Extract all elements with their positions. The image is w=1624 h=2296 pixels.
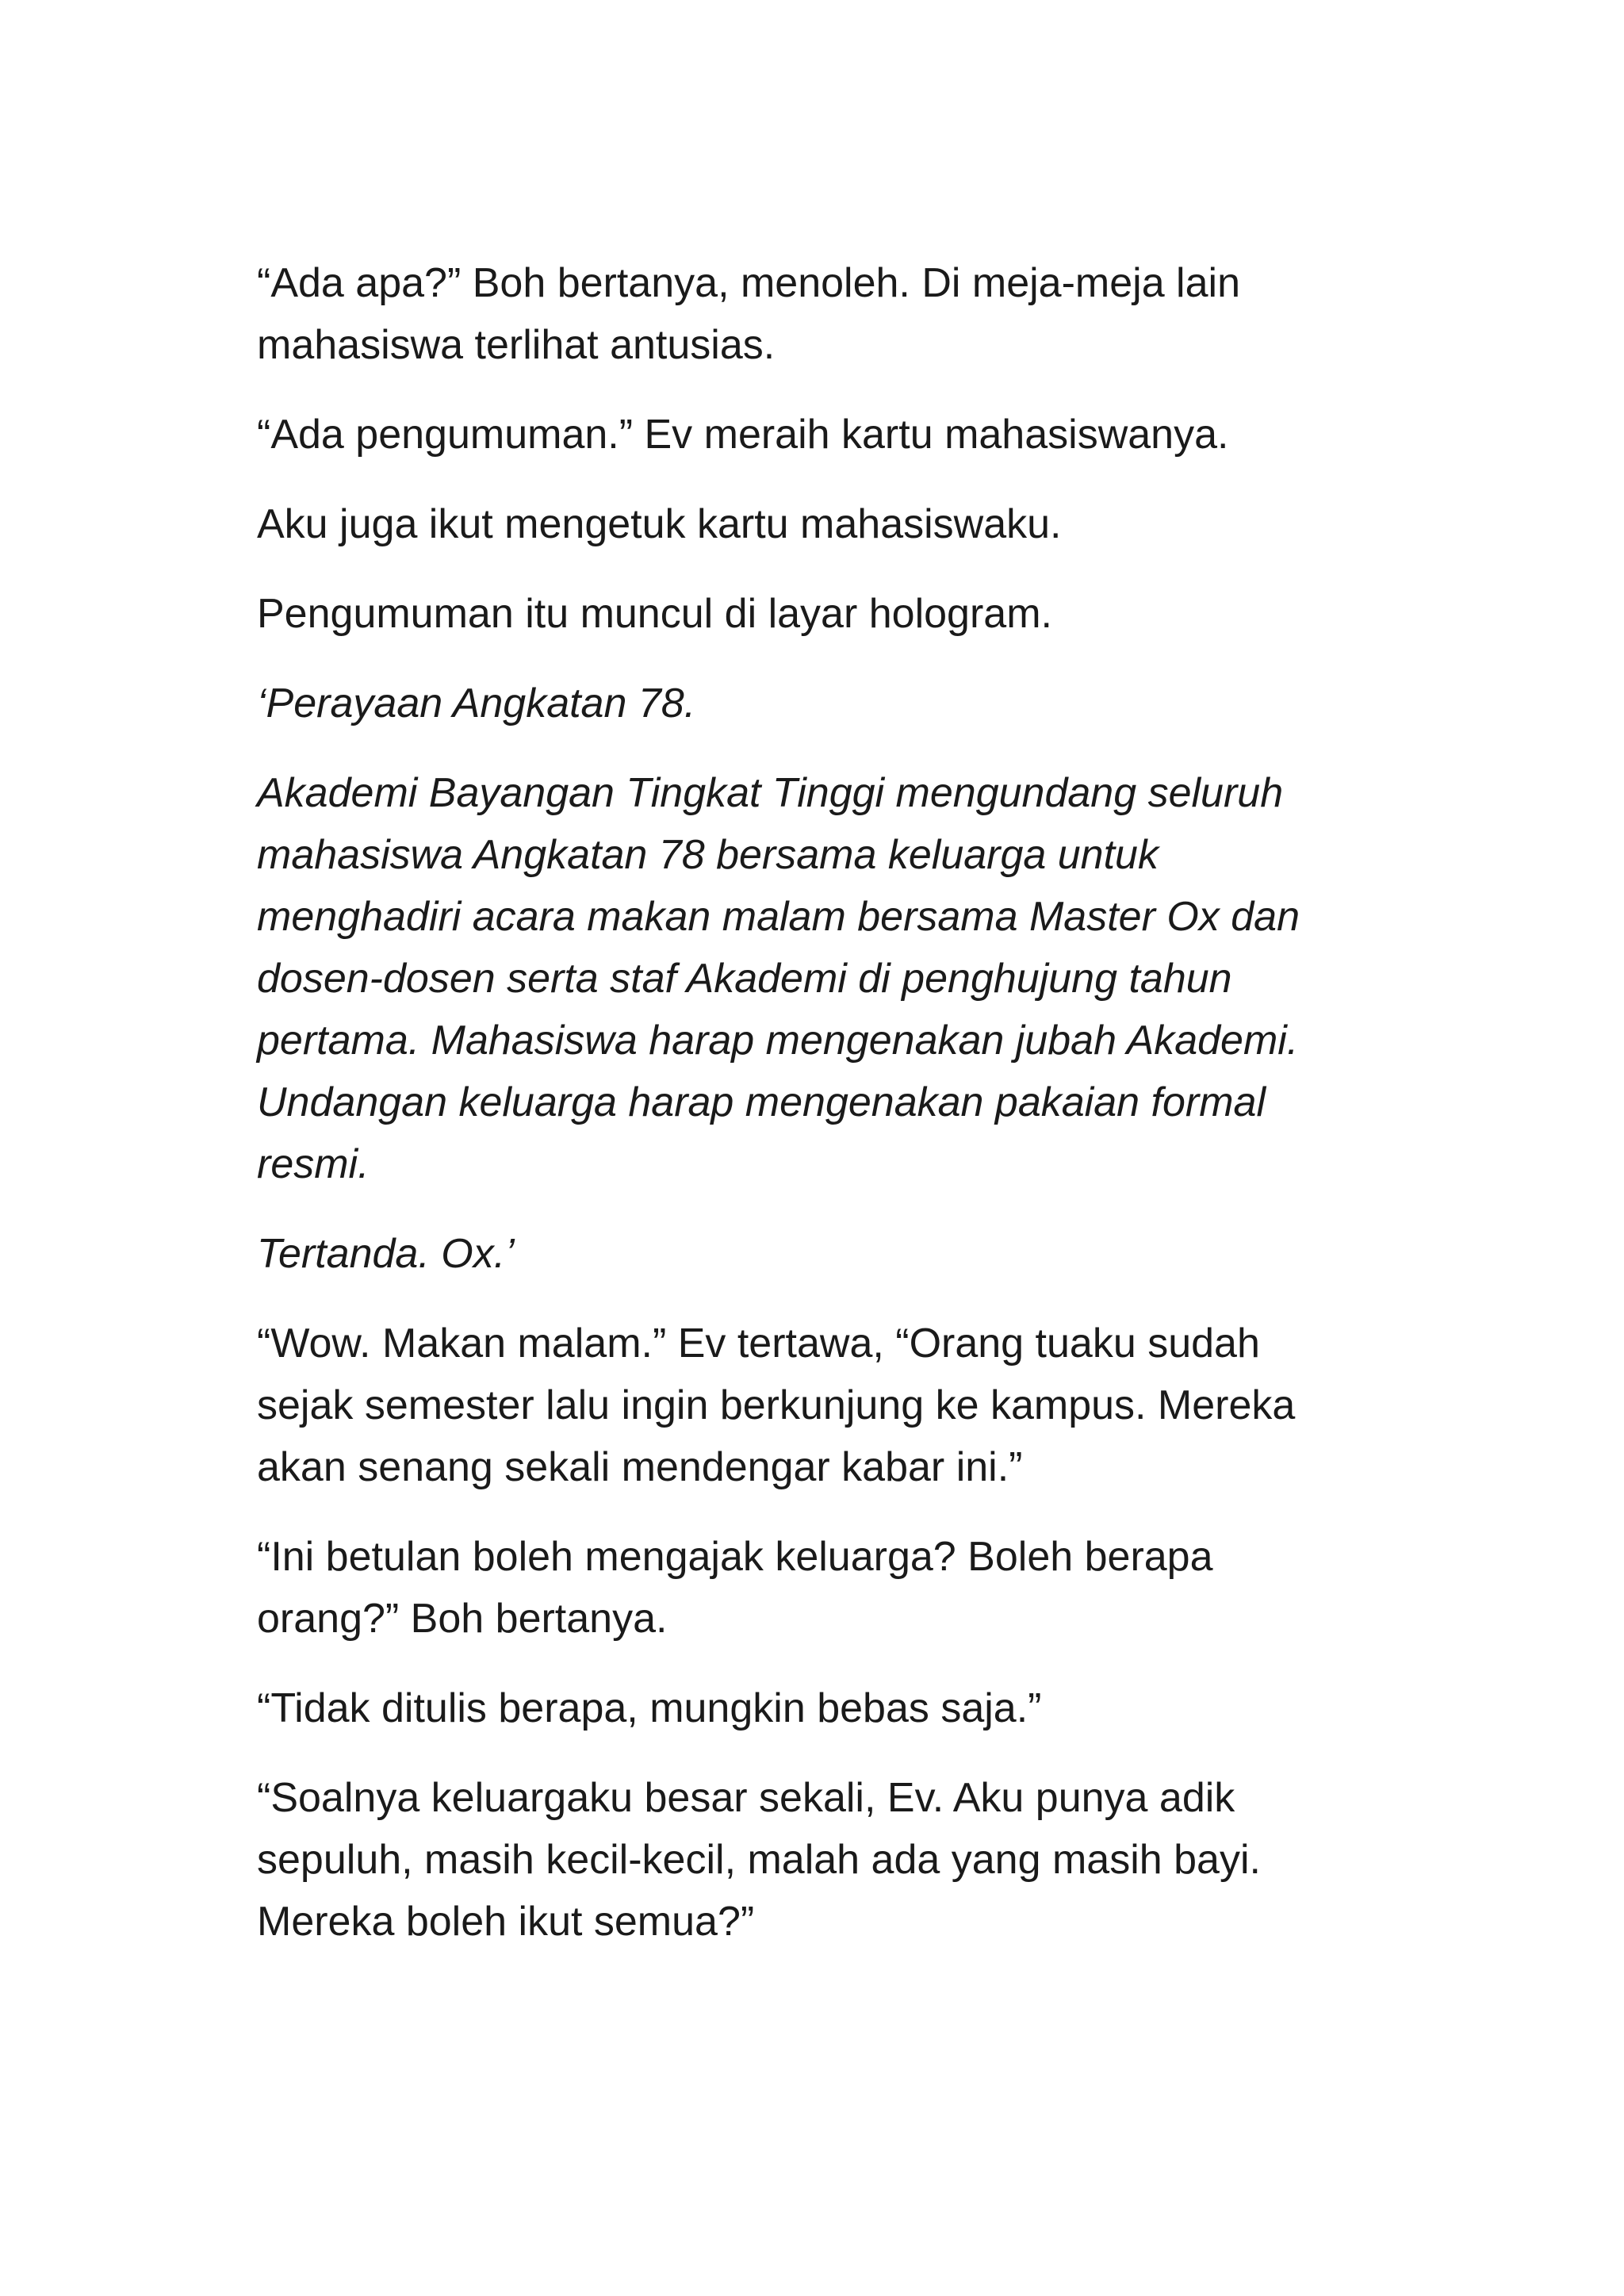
paragraph-1: “Ada apa?” Boh bertanya, menoleh. Di meja-meja lain mahasiswa terlihat antusias. [257, 260, 1241, 368]
paragraph-8: “Wow. Makan malam.” Ev tertawa, “Orang tuaku sudah sejak semester lalu ingin berkunjung ke kampus. Mereka akan senang sekali mendengar kabar ini.” [257, 1320, 1296, 1490]
announcement-body: Akademi Bayangan Tingkat Tinggi mengundang seluruh mahasiswa Angkatan 78 bersama keluarga untuk menghadiri acara makan malam bersama Master Ox dan dosen-dosen serta staf Akademi di penghujung tahun pertama. Mahasiswa harap mengenakan jubah Akademi. Undangan keluarga harap mengenakan pakaian formal resmi. [257, 770, 1300, 1187]
paragraph-4: Pengumuman itu muncul di layar hologram. [257, 591, 1052, 637]
paragraph-3: Aku juga ikut mengetuk kartu mahasiswaku. [257, 501, 1062, 547]
paragraph-2: “Ada pengumuman.” Ev meraih kartu mahasiswanya. [257, 412, 1229, 458]
paragraph-10: “Tidak ditulis berapa, mungkin bebas saja.” [257, 1685, 1042, 1731]
paragraph-11: “Soalnya keluargaku besar sekali, Ev. Aku punya adik sepuluh, masih kecil-kecil, malah ada yang masih bayi. Mereka boleh ikut semua?” [257, 1775, 1261, 1945]
paragraph-9: “Ini betulan boleh mengajak keluarga? Boleh berapa orang?” Boh bertanya. [257, 1534, 1213, 1642]
announcement-signature: Tertanda. Ox.’ [257, 1231, 515, 1277]
announcement-title: ‘Perayaan Angkatan 78. [257, 680, 696, 726]
document-body [257, 252, 1383, 1980]
